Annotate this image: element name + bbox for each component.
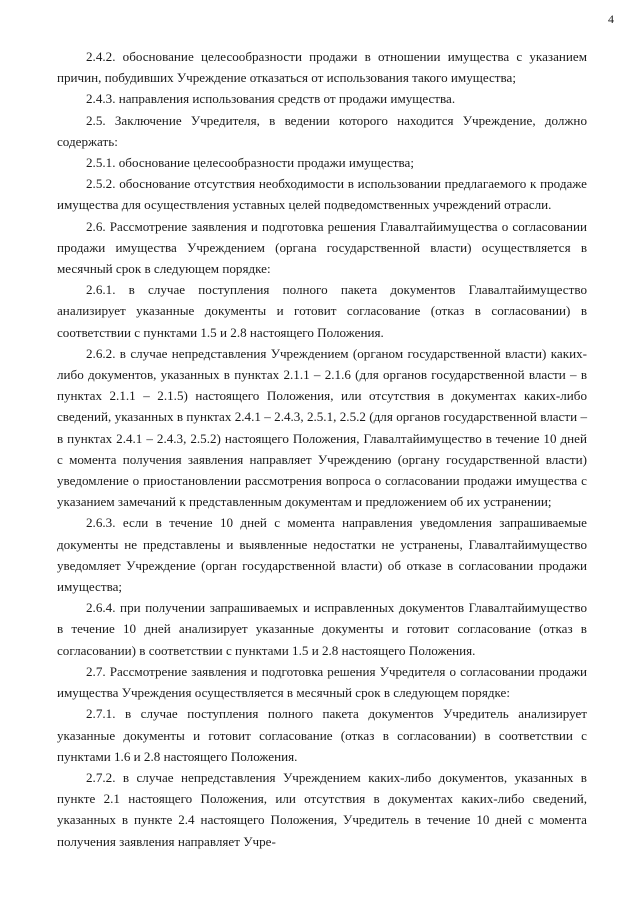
- paragraph: 2.5. Заключение Учредителя, в ведении которого находится Учреждение, должно содержать:: [57, 112, 587, 149]
- paragraph: 2.4.3. направления использования средств от продажи имущества.: [86, 91, 456, 107]
- paragraph: 2.5.1. обоснование целесообразности продажи имущества;: [86, 155, 414, 171]
- paragraph: 2.6. Рассмотрение заявления и подготовка решения Главалтайимущества о согласовании продажи имущества Учреждением (органа государственной власти) осуществляется в месячный срок в следующем порядке:: [57, 218, 587, 277]
- paragraph: 2.7.2. в случае непредставления Учреждением каких-либо документов, указанных в пункте 2.1 настоящего Положения, или отсутствия в документах каких-либо сведений, указанных в пункте 2.4 настоящего Положения, Учредитель в течение 10 дней с момента получения заявления направляет Учре-: [57, 769, 587, 849]
- page-number: 4: [608, 12, 614, 26]
- paragraph: 2.7.1. в случае поступления полного пакета документов Учредитель анализирует указанные документы и готовит согласование (отказ в согласовании) в соответствии с пунктами 1.6 и 2.8 настоящего Положения.: [57, 706, 587, 764]
- document-body: [57, 46, 587, 852]
- paragraph: 2.6.2. в случае непредставления Учреждением (органом государственной власти) каких-либо документов, указанных в пунктах 2.1.1 – 2.1.6 (для органов государственной власти – в пунктах 2.1.1 – 2.1.5) настоящего Положения, или отсутствия в документах каких-либо сведений, указанных в пунктах 2.4.1 – 2.4.3, 2.5.1, 2.5.2 (для органов государственной власти – в пунктах 2.4.1 – 2.4.3, 2.5.2) настоящего Положения, Главалтайимущество в течение 10 дней с момента получения заявления направляет Учреждению (органу государственной власти) уведомление о приостановлении рассмотрения вопроса о согласовании продажи имущества с указанием замечаний к представленным документам и предложением об их устранении;: [57, 345, 587, 510]
- paragraph: 2.6.4. при получении запрашиваемых и исправленных документов Главалтайимущество в течение 10 дней анализирует указанные документы и готовит согласование (отказ в согласовании) в соответствии с пунктами 1.5 и 2.8 настоящего Положения.: [57, 600, 587, 658]
- paragraph: 2.4.2. обоснование целесообразности продажи в отношении имущества с указанием причин, побудивших Учреждение отказаться от использования такого имущества;: [57, 49, 587, 86]
- paragraph: 2.5.2. обоснование отсутствия необходимости в использовании предлагаемого к продаже имущества для осуществления уставных целей подведомственных учреждений отрасли.: [57, 176, 587, 213]
- paragraph: 2.7. Рассмотрение заявления и подготовка решения Учредителя о согласовании продажи имущества Учреждения осуществляется в месячный срок в следующем порядке:: [57, 663, 587, 701]
- paragraph: 2.6.1. в случае поступления полного пакета документов Главалтайимущество анализирует указанные документы и готовит согласование (отказ в согласовании) в соответствии с пунктами 1.5 и 2.8 настоящего Положения.: [57, 282, 587, 340]
- paragraph: 2.6.3. если в течение 10 дней с момента направления уведомления запрашиваемые документы не представлены и выявленные недостатки не устранены, Главалтайимущество уведомляет Учреждение (орган государственной власти) об отказе в согласовании продажи имущества;: [57, 515, 587, 595]
